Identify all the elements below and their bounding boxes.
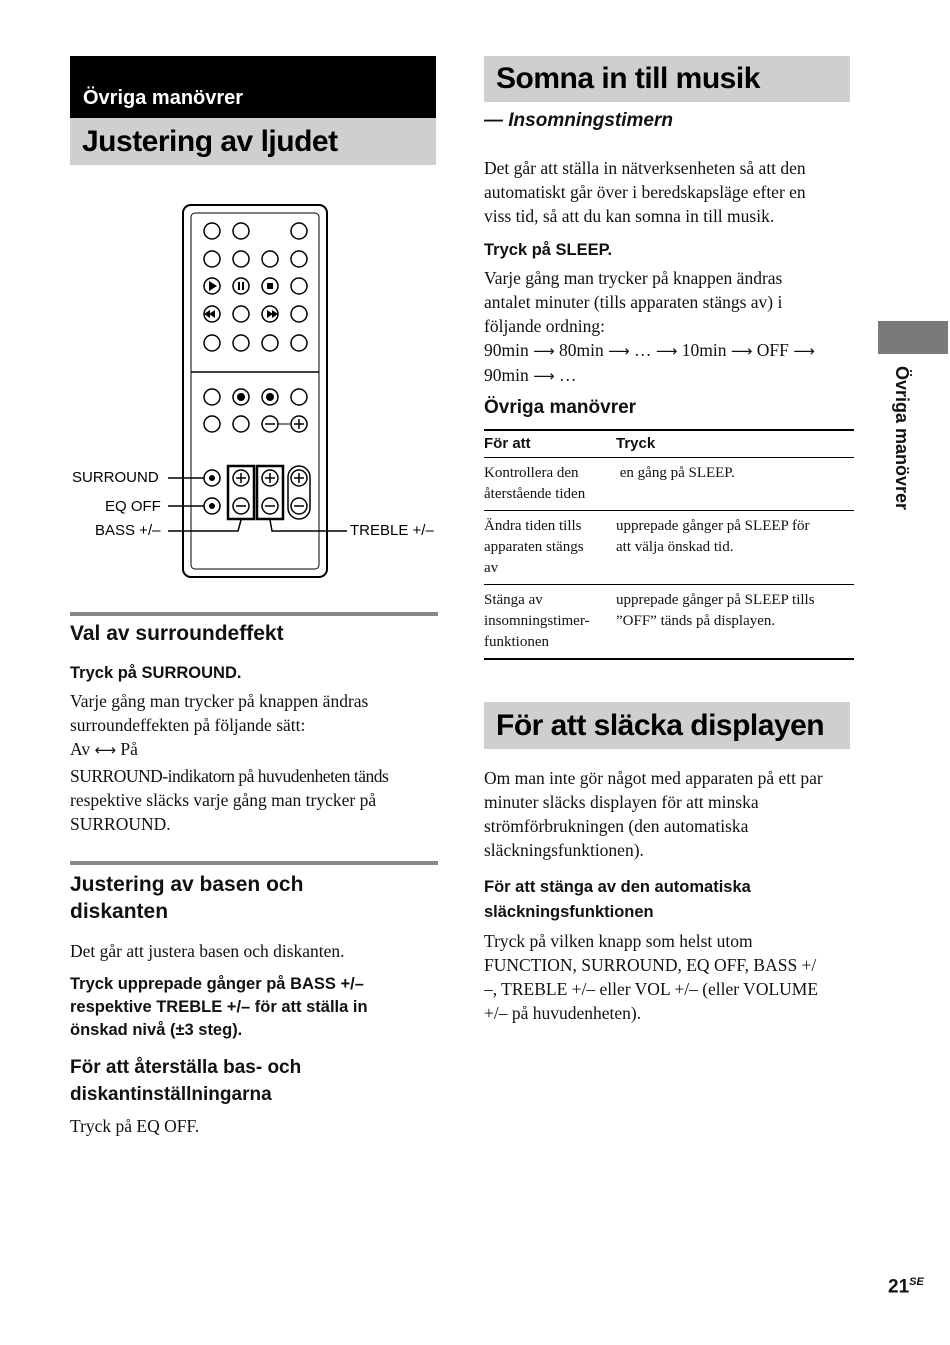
display-instruction: Tryck på vilken knapp som helst utom FUNCTION, SURROUND, EQ OFF, BASS +/ –, TREBLE +/– eller VOL +/– (eller VOLUME +/– på huvudenheten). <box>484 931 819 1023</box>
side-tab <box>878 321 948 354</box>
sleep-title: Somna in till musik <box>496 62 760 95</box>
page-number: $21^{SE}$ <box>888 1276 924 1298</box>
sleep-table <box>484 429 854 660</box>
sleep-sequence: 90min ⟶ 80min ⟶ … ⟶ 10min ⟶ OFF ⟶ <box>484 340 815 360</box>
side-tab-label: Övriga manövrer <box>892 366 912 511</box>
sleep-instruction: Tryck på SLEEP. <box>484 241 613 259</box>
bass-instruction: Tryck upprepade gånger på BASS +/– respektive TREBLE +/– för att ställa in önskad nivå (±3 steg). <box>70 975 368 1039</box>
section-category-bar <box>70 56 436 118</box>
reset-paragraph: Tryck på EQ OFF. <box>70 1116 200 1136</box>
bass-label: BASS +/– <box>95 522 161 539</box>
arrow-right-icon: ⟶ <box>608 342 630 360</box>
surround-instruction: Tryck på SURROUND. <box>70 664 242 682</box>
bass-heading: Justering av basen och diskanten <box>70 873 304 923</box>
table-row: Stänga av insomningstimer- funktionen upprepade gånger på SLEEP tills ”OFF” tänds på displayen. <box>484 585 854 660</box>
eq-off-label: EQ OFF <box>105 498 161 515</box>
section-category: Övriga manövrer <box>83 87 244 109</box>
reset-heading: För att återställa bas- och diskantinställningarna <box>70 1057 302 1105</box>
arrow-right-icon: ⟶ <box>730 342 753 360</box>
arrow-right-icon: ⟶ <box>793 342 815 360</box>
surround-paragraph: Varje gång man trycker på knappen ändras surroundeffekten på följande sätt: Av ⟷ På SURROUND-indikatorn på huvudenheten tänds respektive släcks varje gång man trycker på SURROUND. <box>70 689 445 836</box>
double-arrow-icon: ⟷ <box>94 741 116 759</box>
table-header: För att <box>484 430 616 458</box>
table-header-row <box>484 430 854 458</box>
display-sub-heading: För att stänga av den automatiska släckningsfunktionen <box>484 878 751 921</box>
bass-paragraph: Det går att justera basen och diskanten. <box>70 941 345 961</box>
display-title: För att släcka displayen <box>496 709 825 742</box>
table-row: Ändra tiden tills apparaten stängs av upprepade gånger på SLEEP för att välja önskad tid. <box>484 511 854 585</box>
table-row: Kontrollera den återstående tiden en gång på SLEEP. <box>484 458 854 511</box>
surround-label: SURROUND <box>72 469 159 486</box>
arrow-right-icon: ⟶ <box>655 342 678 360</box>
surround-sequence: Av ⟷ På <box>70 739 138 759</box>
remote-control-illustration <box>60 200 450 585</box>
arrow-right-icon: ⟶ <box>533 367 555 385</box>
section-rule <box>70 861 438 865</box>
sleep-title-bar <box>484 56 850 102</box>
section-title-bar <box>70 118 436 165</box>
sleep-sequence-paragraph: Varje gång man trycker på knappen ändras antalet minuter (tills apparaten stängs av) i följande ordning: 90min ⟶ 80min ⟶ … ⟶ 10min ⟶ OFF ⟶ 90min ⟶ … <box>484 266 859 388</box>
display-title-bar <box>484 702 850 749</box>
section-rule <box>70 612 438 616</box>
sleep-subtitle: — Insomningstimern <box>484 110 673 131</box>
arrow-right-icon: ⟶ <box>533 342 555 360</box>
other-heading: Övriga manövrer <box>484 397 637 418</box>
table-header: Tryck <box>616 430 854 458</box>
sleep-paragraph: Det går att ställa in nätverksenheten så att den automatiskt går över i beredskapsläge efter en viss tid, så att du kan somna in till musik. <box>484 158 806 226</box>
display-paragraph: Om man inte gör något med apparaten på ett par minuter släcks displayen för att minska strömförbrukningen (den automatiska släckningsfunktionen). <box>484 768 823 860</box>
treble-label: TREBLE +/– <box>350 522 434 539</box>
section-title: Justering av ljudet <box>82 125 338 158</box>
surround-heading: Val av surroundeffekt <box>70 622 284 645</box>
